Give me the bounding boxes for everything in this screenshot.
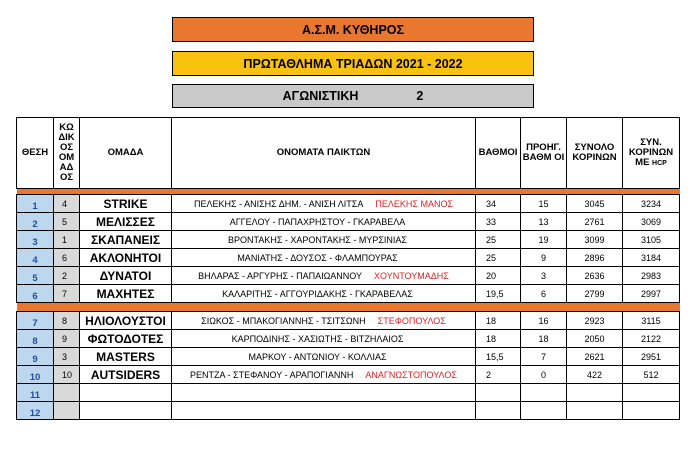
players-cell [172, 195, 476, 213]
table-row [17, 330, 680, 348]
total-pins-cell: 2761 [567, 213, 623, 231]
total-hcp-cell [623, 384, 680, 402]
position-cell: 10 [17, 366, 54, 384]
total-hcp-cell: 512 [623, 366, 680, 384]
total-pins-cell: 2923 [567, 312, 623, 330]
players-cell [172, 213, 476, 231]
points-cell: 18 [476, 312, 521, 330]
round-banner [172, 84, 534, 108]
team-name-cell: ΦΩΤΟΔΟΤΕΣ [80, 330, 172, 348]
header-position: ΘΕΣΗ [17, 118, 54, 189]
total-pins-cell: 2799 [567, 285, 623, 303]
position-cell: 3 [17, 231, 54, 249]
total-hcp-cell: 3184 [623, 249, 680, 267]
table-row [17, 249, 680, 267]
position-cell: 9 [17, 348, 54, 366]
points-cell: 15,5 [476, 348, 521, 366]
points-cell: 2 [476, 366, 521, 384]
players-cell [172, 285, 476, 303]
points-cell: 18 [476, 330, 521, 348]
players-cell [172, 402, 476, 420]
team-name-cell: AUTSIDERS [80, 366, 172, 384]
points-cell: 33 [476, 213, 521, 231]
players-cell [172, 330, 476, 348]
points-cell: 25 [476, 249, 521, 267]
team-code-cell: 9 [54, 330, 80, 348]
prev-points-cell [521, 402, 567, 420]
prev-points-cell: 6 [521, 285, 567, 303]
points-cell: 25 [476, 231, 521, 249]
players-names: ΑΓΓΕΛΟΥ - ΠΑΠΑΧΡΗΣΤΟΥ - ΓΚΑΡΑΒΕΛΑ [229, 216, 406, 227]
team-code-cell: 5 [54, 213, 80, 231]
total-pins-cell: 2621 [567, 348, 623, 366]
team-code-cell: 7 [54, 285, 80, 303]
total-hcp-cell: 3105 [623, 231, 680, 249]
total-hcp-cell: 3069 [623, 213, 680, 231]
players-cell [172, 348, 476, 366]
table-row [17, 213, 680, 231]
team-code-cell: 3 [54, 348, 80, 366]
prev-points-cell: 0 [521, 366, 567, 384]
team-name-cell [80, 402, 172, 420]
prev-points-cell [521, 384, 567, 402]
team-code-cell: 6 [54, 249, 80, 267]
header-total-hcp: ΣΥΝ. ΚΟΡΙΝΩΝ ΜΕ HCP [623, 118, 680, 189]
team-name-cell: ΣΚΑΠΑΝΕΙΣ [80, 231, 172, 249]
group-separator [17, 303, 680, 312]
players-names: ΚΑΛΑΡΙΤΗΣ - ΑΓΓΟΥΡΙΔΑΚΗΣ - ΓΚΑΡΑΒΕΛΑΣ [222, 288, 413, 299]
team-code-cell: 10 [54, 366, 80, 384]
team-name-cell: ΗΛΙΟΛΟΥΣΤΟΙ [80, 312, 172, 330]
total-pins-cell: 2050 [567, 330, 623, 348]
position-cell: 8 [17, 330, 54, 348]
team-name-cell: MASTERS [80, 348, 172, 366]
table-row [17, 231, 680, 249]
points-cell [476, 402, 521, 420]
substitute-name: ΑΝΑΓΝΩΣΤΟΠΟΥΛΟΣ [365, 369, 457, 380]
position-cell: 2 [17, 213, 54, 231]
championship-banner [172, 51, 534, 76]
club-title: Α.Σ.Μ. ΚΥΘΗΡΟΣ [301, 22, 405, 37]
points-cell: 34 [476, 195, 521, 213]
header-prev-points: ΠΡΟΗΓ. ΒΑΘΜ ΟΙ [521, 118, 567, 189]
prev-points-cell: 16 [521, 312, 567, 330]
team-name-cell: STRIKE [80, 195, 172, 213]
separator-cell [17, 303, 680, 312]
header-code: ΚΩ ΔΙΚ ΟΣ ΟΜ ΑΔ ΟΣ [54, 118, 80, 189]
table-row [17, 402, 680, 420]
players-names: ΡΕΝΤΖΑ - ΣΤΕΦΑΝΟΥ - ΑΡΑΠΟΓΙΑΝΝΗ [190, 369, 354, 380]
header-team: ΟΜΑΔΑ [80, 118, 172, 189]
prev-points-cell: 7 [521, 348, 567, 366]
team-name-cell: ΜΑΧΗΤΕΣ [80, 285, 172, 303]
players-cell [172, 366, 476, 384]
position-cell: 11 [17, 384, 54, 402]
total-hcp-cell: 2983 [623, 267, 680, 285]
table-row [17, 384, 680, 402]
team-code-cell: 1 [54, 231, 80, 249]
header-points: ΒΑΘΜΟΙ [476, 118, 521, 189]
players-names: ΜΑΝΙΑΤΗΣ - ΔΟΥΣΟΣ - ΦΛΑΜΠΟΥΡΑΣ [237, 252, 398, 263]
team-code-cell: 4 [54, 195, 80, 213]
total-pins-cell: 2636 [567, 267, 623, 285]
position-cell: 4 [17, 249, 54, 267]
round-label: ΑΓΩΝΙΣΤΙΚΗ [282, 89, 359, 103]
total-pins-cell: 3099 [567, 231, 623, 249]
table-row [17, 285, 680, 303]
substitute-name: ΧΟΥΝΤΟΥΜΑΔΗΣ [374, 270, 449, 281]
total-hcp-cell: 3234 [623, 195, 680, 213]
players-names: ΜΑΡΚΟΥ - ΑΝΤΩΝΙΟΥ - ΚΟΛΛΙΑΣ [248, 351, 387, 362]
players-cell [172, 267, 476, 285]
header-total-pins: ΣΥΝΟΛΟ ΚΟΡΙΝΩΝ [567, 118, 623, 189]
position-cell: 1 [17, 195, 54, 213]
table-row [17, 312, 680, 330]
championship-title: ΠΡΩΤΑΘΛΗΜΑ ΤΡΙΑΔΩΝ 2021 - 2022 [243, 56, 463, 71]
position-cell: 12 [17, 402, 54, 420]
players-names: ΠΕΛΕΚΗΣ - ΑΝΙΣΗΣ ΔΗΜ. - ΑΝΙΣΗ ΛΙΤΣΑ [193, 198, 364, 209]
total-hcp-cell: 2122 [623, 330, 680, 348]
players-names: ΒΡΟΝΤΑΚΗΣ - ΧΑΡΟΝΤΑΚΗΣ - ΜΥΡΣΙΝΙΑΣ [228, 234, 407, 245]
team-name-cell: ΜΕΛΙΣΣΕΣ [80, 213, 172, 231]
total-pins-cell: 422 [567, 366, 623, 384]
points-cell: 19,5 [476, 285, 521, 303]
standings-table [16, 117, 680, 420]
players-cell [172, 249, 476, 267]
points-cell [476, 384, 521, 402]
team-code-cell: 2 [54, 267, 80, 285]
total-pins-cell: 3045 [567, 195, 623, 213]
substitute-name: ΠΕΛΕΚΗΣ ΜΑΝΟΣ [375, 198, 454, 209]
team-code-cell: 8 [54, 312, 80, 330]
team-name-cell [80, 384, 172, 402]
position-cell: 7 [17, 312, 54, 330]
players-names: ΚΑΡΠΟΔΙΝΗΣ - ΧΑΣΙΩΤΗΣ - ΒΙΤΖΗΛΑΙΟΣ [231, 333, 404, 344]
header-players: ΟΝΟΜΑΤΑ ΠΑΙΚΤΩΝ [172, 118, 476, 189]
total-hcp-cell: 3115 [623, 312, 680, 330]
total-hcp-cell [623, 402, 680, 420]
total-pins-cell: 2896 [567, 249, 623, 267]
total-pins-cell [567, 384, 623, 402]
club-title-banner [172, 17, 534, 42]
total-hcp-cell: 2951 [623, 348, 680, 366]
position-cell: 6 [17, 285, 54, 303]
team-code-cell [54, 384, 80, 402]
table-row [17, 195, 680, 213]
total-pins-cell [567, 402, 623, 420]
table-row [17, 348, 680, 366]
prev-points-cell: 9 [521, 249, 567, 267]
players-cell [172, 231, 476, 249]
position-cell: 5 [17, 267, 54, 285]
table-row [17, 366, 680, 384]
players-names: ΒΗΛΑΡΑΣ - ΑΡΓΥΡΗΣ - ΠΑΠΑΙΩΑΝΝΟΥ [198, 270, 363, 281]
prev-points-cell: 15 [521, 195, 567, 213]
team-name-cell: ΔΥΝΑΤΟΙ [80, 267, 172, 285]
prev-points-cell: 18 [521, 330, 567, 348]
players-cell [172, 384, 476, 402]
team-name-cell: ΑΚΛΟΝΗΤΟΙ [80, 249, 172, 267]
players-names: ΣΙΩΚΟΣ - ΜΠΑΚΟΓΙΑΝΝΗΣ - ΤΣΙΤΣΩΝΗ [201, 315, 366, 326]
substitute-name: ΣΤΕΦΟΠΟΥΛΟΣ [377, 315, 446, 326]
points-cell: 20 [476, 267, 521, 285]
header-row [17, 118, 680, 189]
team-code-cell [54, 402, 80, 420]
prev-points-cell: 3 [521, 267, 567, 285]
players-cell [172, 312, 476, 330]
prev-points-cell: 13 [521, 213, 567, 231]
prev-points-cell: 19 [521, 231, 567, 249]
total-hcp-cell: 2997 [623, 285, 680, 303]
table-row [17, 267, 680, 285]
round-number: 2 [416, 89, 424, 103]
